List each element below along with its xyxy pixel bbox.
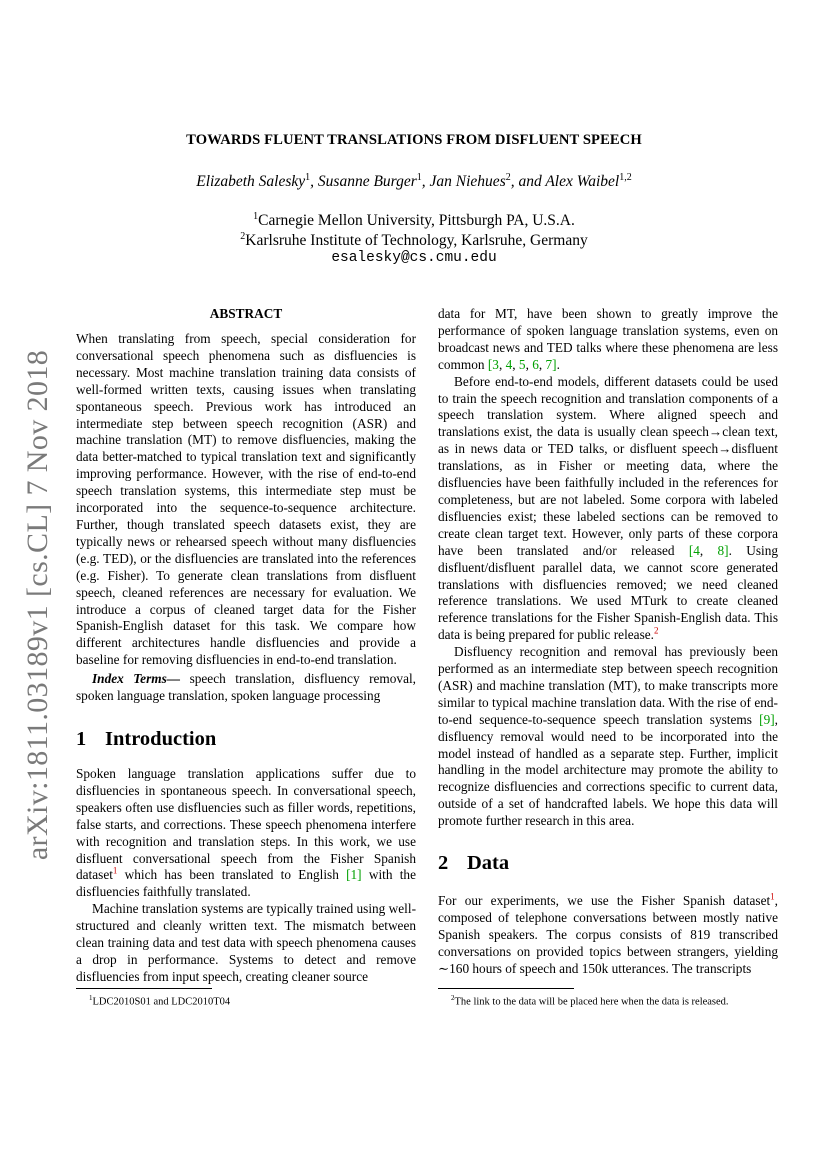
author-affiliation-mark: 1 [416,172,422,183]
author-name: Elizabeth Salesky [196,173,306,191]
author-name: Jan Niehues [429,173,506,191]
abstract-body [76,331,416,669]
citation-link[interactable]: [9] [759,711,775,727]
paragraph-text: which has been translated to English [117,867,347,883]
author-separator: , and [510,173,546,191]
paragraph-text: , composed of telephone conversations between mostly native Spanish speakers. The corpus consists of 819 transcribed conversations on provided topics between strangers, yielding ∼160 hours of speech and 150k utterances. The transcripts [438,893,778,976]
footnote-link[interactable]: 1 [770,891,775,902]
author-name: Alex Waibel [545,173,620,191]
section-title: Data [467,852,510,874]
footnote-rule [76,988,212,989]
footnote-text: LDC2010S01 and LDC2010T04 [92,996,231,1008]
section-heading-data [438,852,509,875]
author-affiliation-mark: 1 [305,172,311,183]
introduction-body [76,766,416,986]
data-section-body [438,893,778,978]
footnote-link[interactable]: 2 [653,625,659,636]
footnote-mark: 2 [451,994,455,1002]
paragraph [438,893,778,978]
paragraph-text: , disfluency removal would need to be incorporated into the model instead of handled as a separate step. Further, implicit handling in the model architecture may promote the ability to recognize disfluencies and corrections specific to current data, outside of a set of handcrafted labels. We hope this data will promote further research in this area. [438,711,778,829]
paragraph [438,644,778,830]
affiliation-2 [0,231,828,250]
footnote-mark: 1 [89,994,93,1002]
affiliation-mark: 1 [253,211,259,222]
paragraph: Before end-to-end models, different datasets could be used to train the speech recognition and translation components of a speech translation system. Where aligned speech and translations exist, the data is usually clean speech→clean text, as in news data or TED talks, or disfluent speech→disfluent translations, as in Fisher or meeting data, where the disfluencies have been faithfully included in the references for completeness, but are not labeled. Some corpora with labeled disfluencies exist; these labeled sections can be removed to create clean target text. However, only parts of these corpora have been translated and/or released [4, 8]. Using disfluent/disfluent parallel data, we cannot score generated translations with disfluencies removed; we need cleaned reference translations. We used MTurk to create cleaned reference translations for the Fisher Spanish-English data. This data is being prepared for public release.$^2$ [438,373,778,643]
arxiv-stamp [21,349,55,861]
citation-link[interactable]: 6 [532,356,539,372]
section-number: 1 [76,728,87,750]
section-heading-introduction [76,728,216,751]
introduction-body-continued [438,306,778,830]
section-number: 2 [438,852,449,874]
paragraph-text: . Using disfluent/disfluent parallel data, we cannot score generated translations with disfluencies removed; we need cleaned reference translations. We used MTurk to create cleaned reference translations for the Fisher Spanish-English data. This data is being prepared for public release. [438,542,778,643]
author-separator: , [421,173,430,191]
paragraph-text: with the disfluencies faithfully translated. [76,867,416,900]
citation-link[interactable]: [1] [346,867,362,883]
citation-link[interactable]: 8] [717,542,729,558]
paragraph-text: Disfluency recognition and removal has previously been performed as an intermediate step between speech recognition (ASR) and machine translation (MT), to make transcripts more similar to typical machine translation data. With the rise of end-to-end sequence-to-sequence speech translation systems [438,644,778,727]
citation-link[interactable]: 7] [545,356,557,372]
paragraph [76,766,416,901]
citation-link[interactable]: [3 [487,356,499,372]
paragraph-text: Machine translation systems are typically trained using well-structured and cleanly written text. The mismatch between clean training data and test data with speech phenomena causes a drop in performance. Systems to detect and remove disfluencies from input speech, creating cleaner source [76,901,416,984]
author-email[interactable]: esalesky@cs.cmu.edu [331,250,497,266]
abstract-heading: ABSTRACT [209,306,283,321]
paragraph: data for MT, have been shown to greatly improve the performance of spoken language translation systems, even on broadcast news and TED talks where these phenomena are less common [3, 4, 5, 6, 7]. [438,306,778,372]
footnote-rule [438,988,574,989]
footnote-link[interactable]: 1 [112,866,118,877]
index-terms-text: speech translation, disfluency removal, spoken language translation, spoken language processing [76,671,416,703]
author-name: Susanne Burger [317,173,417,191]
citation-link[interactable]: 5 [518,356,526,372]
paper-title: TOWARDS FLUENT TRANSLATIONS FROM DISFLUENT SPEECH [186,132,642,148]
footnote-2 [451,992,778,1009]
index-terms [76,671,416,705]
paragraph-text: For our experiments, we use the Fisher Spanish dataset [438,893,771,908]
affiliation-mark: 2 [240,231,246,242]
author-affiliation-mark: 1,2 [619,172,632,183]
paragraph-text: Spoken language translation applications suffer due to disfluencies in spontaneous speech. In conversational speech, speakers often use disfluencies such as filler words, repetitions, false starts, and corrections. These speech phenomena interfere with recognition and translation steps. In this work, we use disfluent conversational speech from the Fisher Spanish dataset [76,766,416,883]
abstract-text: When translating from speech, special consideration for conversational speech phenomena such as disfluencies is necessary. Most machine translation training data consists of well-formed written texts, causing issues when translating spontaneous speech. Previous work has introduced an intermediate step between speech recognition (ASR) and machine translation (MT) to remove disfluencies, making the data better-matched to typical translation text and significantly improving performance. However, with the rise of end-to-end speech translation systems, this intermediate step must be incorporated into the sequence-to-sequence architecture. Further, though translated speech datasets exist, they are typically news or rehearsed speech without many disfluencies (e.g. TED), or the disfluencies are translated into the references (e.g. Fisher). To generate clean translations from disfluent speech, cleaned references are necessary for evaluation. We introduce a corpus of cleaned target data for the Fisher Spanish-English dataset for this task. We compare how different architectures handle disfluencies and provide a baseline for removing disfluencies in end-to-end translation. [76,331,416,668]
section-title: Introduction [105,728,217,750]
paragraph [76,901,416,986]
author-affiliation-mark: 2 [505,172,511,183]
paragraph-text: . [556,356,560,372]
footnote-text: The link to the data will be placed here when the data is released. [454,996,729,1008]
author-list [0,172,828,191]
citation-link[interactable]: [4 [688,542,700,558]
arxiv-id: arXiv:1811.03189v1 [cs.CL] 7 Nov 2018 [21,349,54,861]
affiliation-text: Karlsruhe Institute of Technology, Karlsruhe, Germany [245,232,588,250]
index-terms-label: Index Terms— [92,671,181,686]
paragraph-text: Before end-to-end models, different datasets could be used to train the speech recognition and translation components of a speech translation system. Where aligned speech and translations exist, the data is usually clean speech→clean text, as in news data or TED talks, or disfluent speech→disfluent translations, as in Fisher or meeting data, where the disfluencies have been faithfully included in the references for completeness, but are not labeled. Some corpora with labeled disfluencies exist; these labeled sections can be removed to create clean target text. However, only parts of these corpora have been translated and/or released [438,373,778,558]
author-separator: , [310,173,318,191]
affiliation-text: Carnegie Mellon University, Pittsburgh PA, U.S.A. [258,212,575,230]
citation-link[interactable]: 4 [505,356,513,372]
footnote-1 [89,992,409,1009]
paragraph-text: data for MT, have been shown to greatly improve the performance of spoken language translation systems, even on broadcast news and TED talks where these phenomena are less common [438,306,778,372]
affiliation-1 [0,211,828,230]
